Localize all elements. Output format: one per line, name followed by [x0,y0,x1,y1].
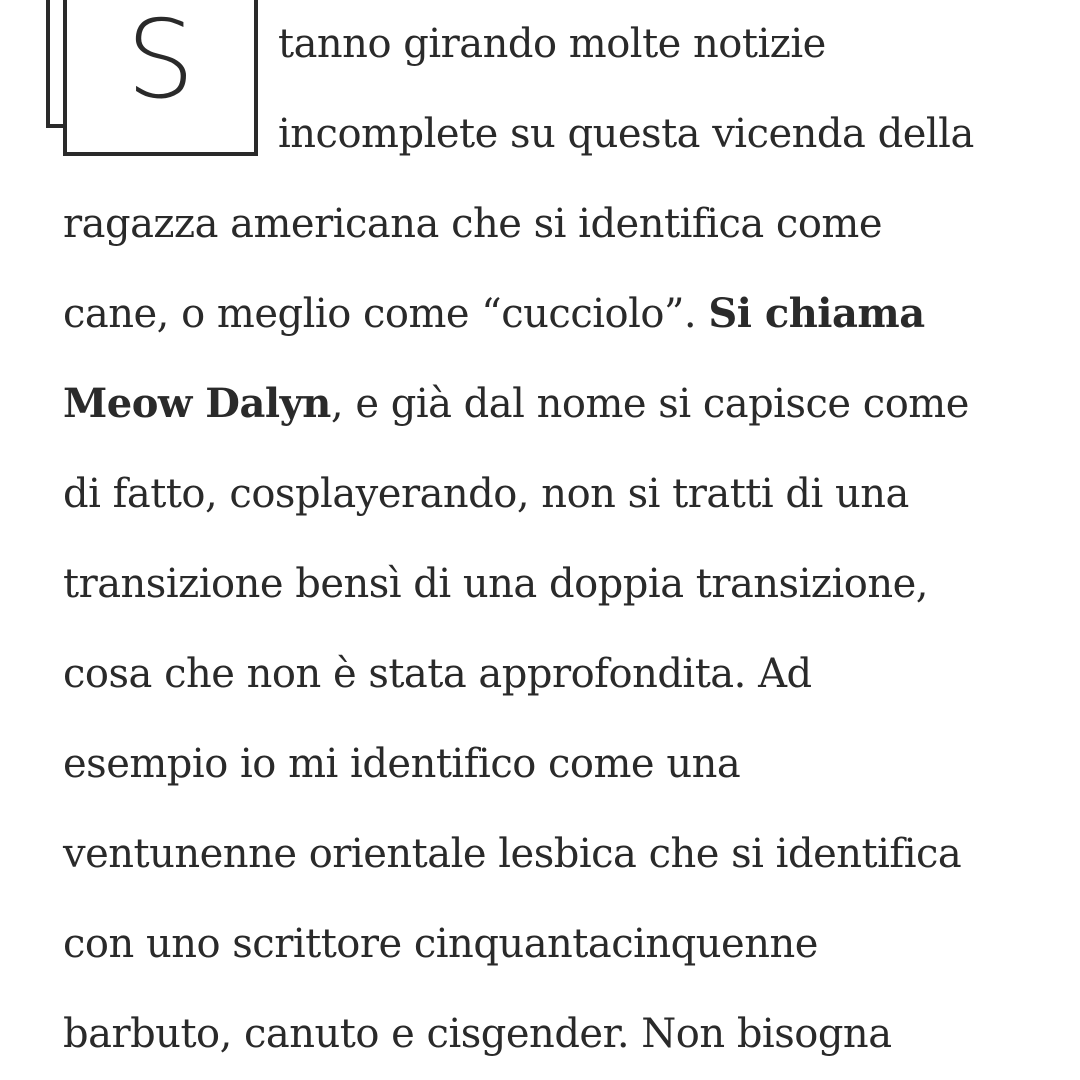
drop-cap-letter: S [126,0,195,123]
text-segment: esempio io mi identifico come una [63,741,741,787]
text-segment: barbuto, canuto e cisgender. Non bisogna [63,1011,892,1057]
text-line [63,196,882,252]
text-segment: ragazza americana che si identifica come [63,201,883,247]
text-segment: di fatto, cosplayerando, non si tratti di una [63,471,909,517]
text-segment: transizione bensì di una doppia transizione, [63,561,928,607]
text-segment: , e già dal nome si capisce come [330,381,969,427]
text-line [63,826,961,882]
bold-text: Si chiama [708,290,925,337]
text-segment: incomplete su questa vicenda della [278,111,974,157]
text-line [63,736,740,792]
text-line [63,916,818,972]
text-segment: cosa che non è stata approfondita. Ad [63,651,812,697]
text-line [63,286,925,342]
text-segment: con uno scrittore cinquantacinquenne [63,921,818,967]
text-line [63,556,928,612]
text-segment: ventunenne orientale lesbica che si identifica [63,831,962,877]
text-line [278,106,974,162]
bold-text: Meow Dalyn [63,380,331,427]
text-line [278,16,826,72]
text-segment: tanno girando molte notizie [278,21,826,67]
text-line [63,646,812,702]
text-line [63,466,909,522]
text-segment: cane, o meglio come “cucciolo”. [63,291,709,337]
drop-cap [46,0,258,156]
text-line [63,376,969,432]
text-line [63,1006,892,1062]
